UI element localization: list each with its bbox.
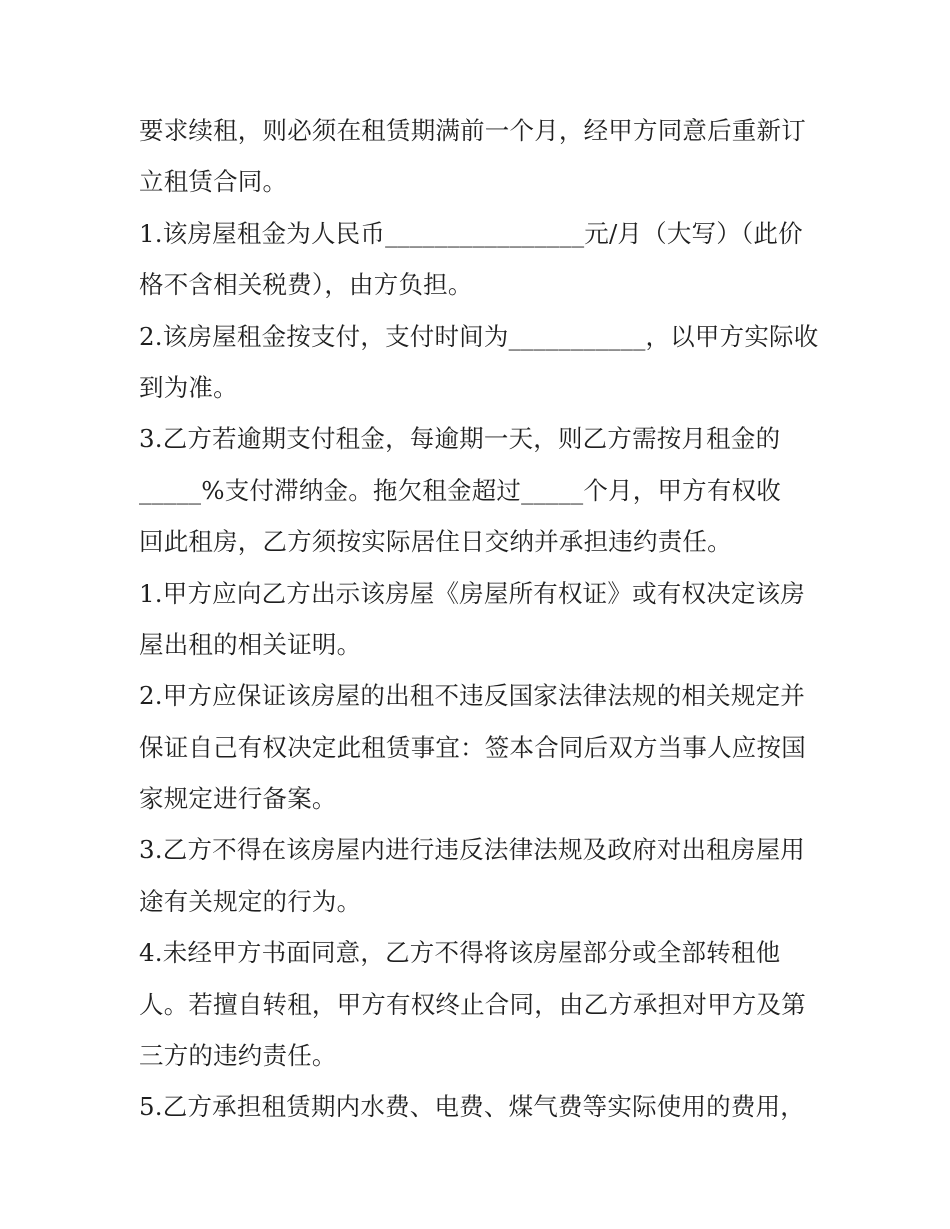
text-line: 家规定进行备案。 — [139, 784, 337, 814]
text-line: 格不含相关税费），由方负担。 — [139, 270, 473, 300]
text-line: 2.甲方应保证该房屋的出租不违反国家法律法规的相关规定并 — [139, 681, 805, 711]
text-line: _____%支付滞纳金。拖欠租金超过_____个月，甲方有权收 — [139, 475, 781, 505]
text-line: 5.乙方承担租赁期内水费、电费、煤气费等实际使用的费用， — [139, 1092, 805, 1122]
text-line: 三方的违约责任。 — [139, 1041, 337, 1071]
text-line: 途有关规定的行为。 — [139, 886, 362, 916]
text-line: 立租赁合同。 — [139, 167, 288, 197]
text-line: 2.该房屋租金按支付，支付时间为___________，以甲方实际收 — [139, 321, 819, 351]
text-line: 屋出租的相关证明。 — [139, 629, 362, 659]
text-line: 人。若擅自转租，甲方有权终止合同，由乙方承担对甲方及第 — [139, 989, 806, 1019]
text-line: 1.甲方应向乙方出示该房屋《房屋所有权证》或有权决定该房 — [139, 578, 805, 608]
text-line: 要求续租，则必须在租赁期满前一个月，经甲方同意后重新订 — [139, 116, 806, 145]
text-line: 保证自己有权决定此租赁事宜：签本合同后双方当事人应按国 — [139, 732, 806, 762]
contract-text-body — [139, 105, 829, 1133]
text-line: 回此租房，乙方须按实际居住日交纳并承担违约责任。 — [139, 527, 732, 557]
text-line: 1.该房屋租金为人民币________________元/月（大写）（此价 — [139, 218, 803, 248]
text-line: 到为准。 — [139, 372, 238, 402]
text-line: 3.乙方若逾期支付租金，每逾期一天，则乙方需按月租金的 — [139, 424, 781, 454]
text-line: 3.乙方不得在该房屋内进行违反法律法规及政府对出租房屋用 — [139, 835, 805, 865]
text-line: 4.未经甲方书面同意，乙方不得将该房屋部分或全部转租他 — [139, 938, 781, 968]
